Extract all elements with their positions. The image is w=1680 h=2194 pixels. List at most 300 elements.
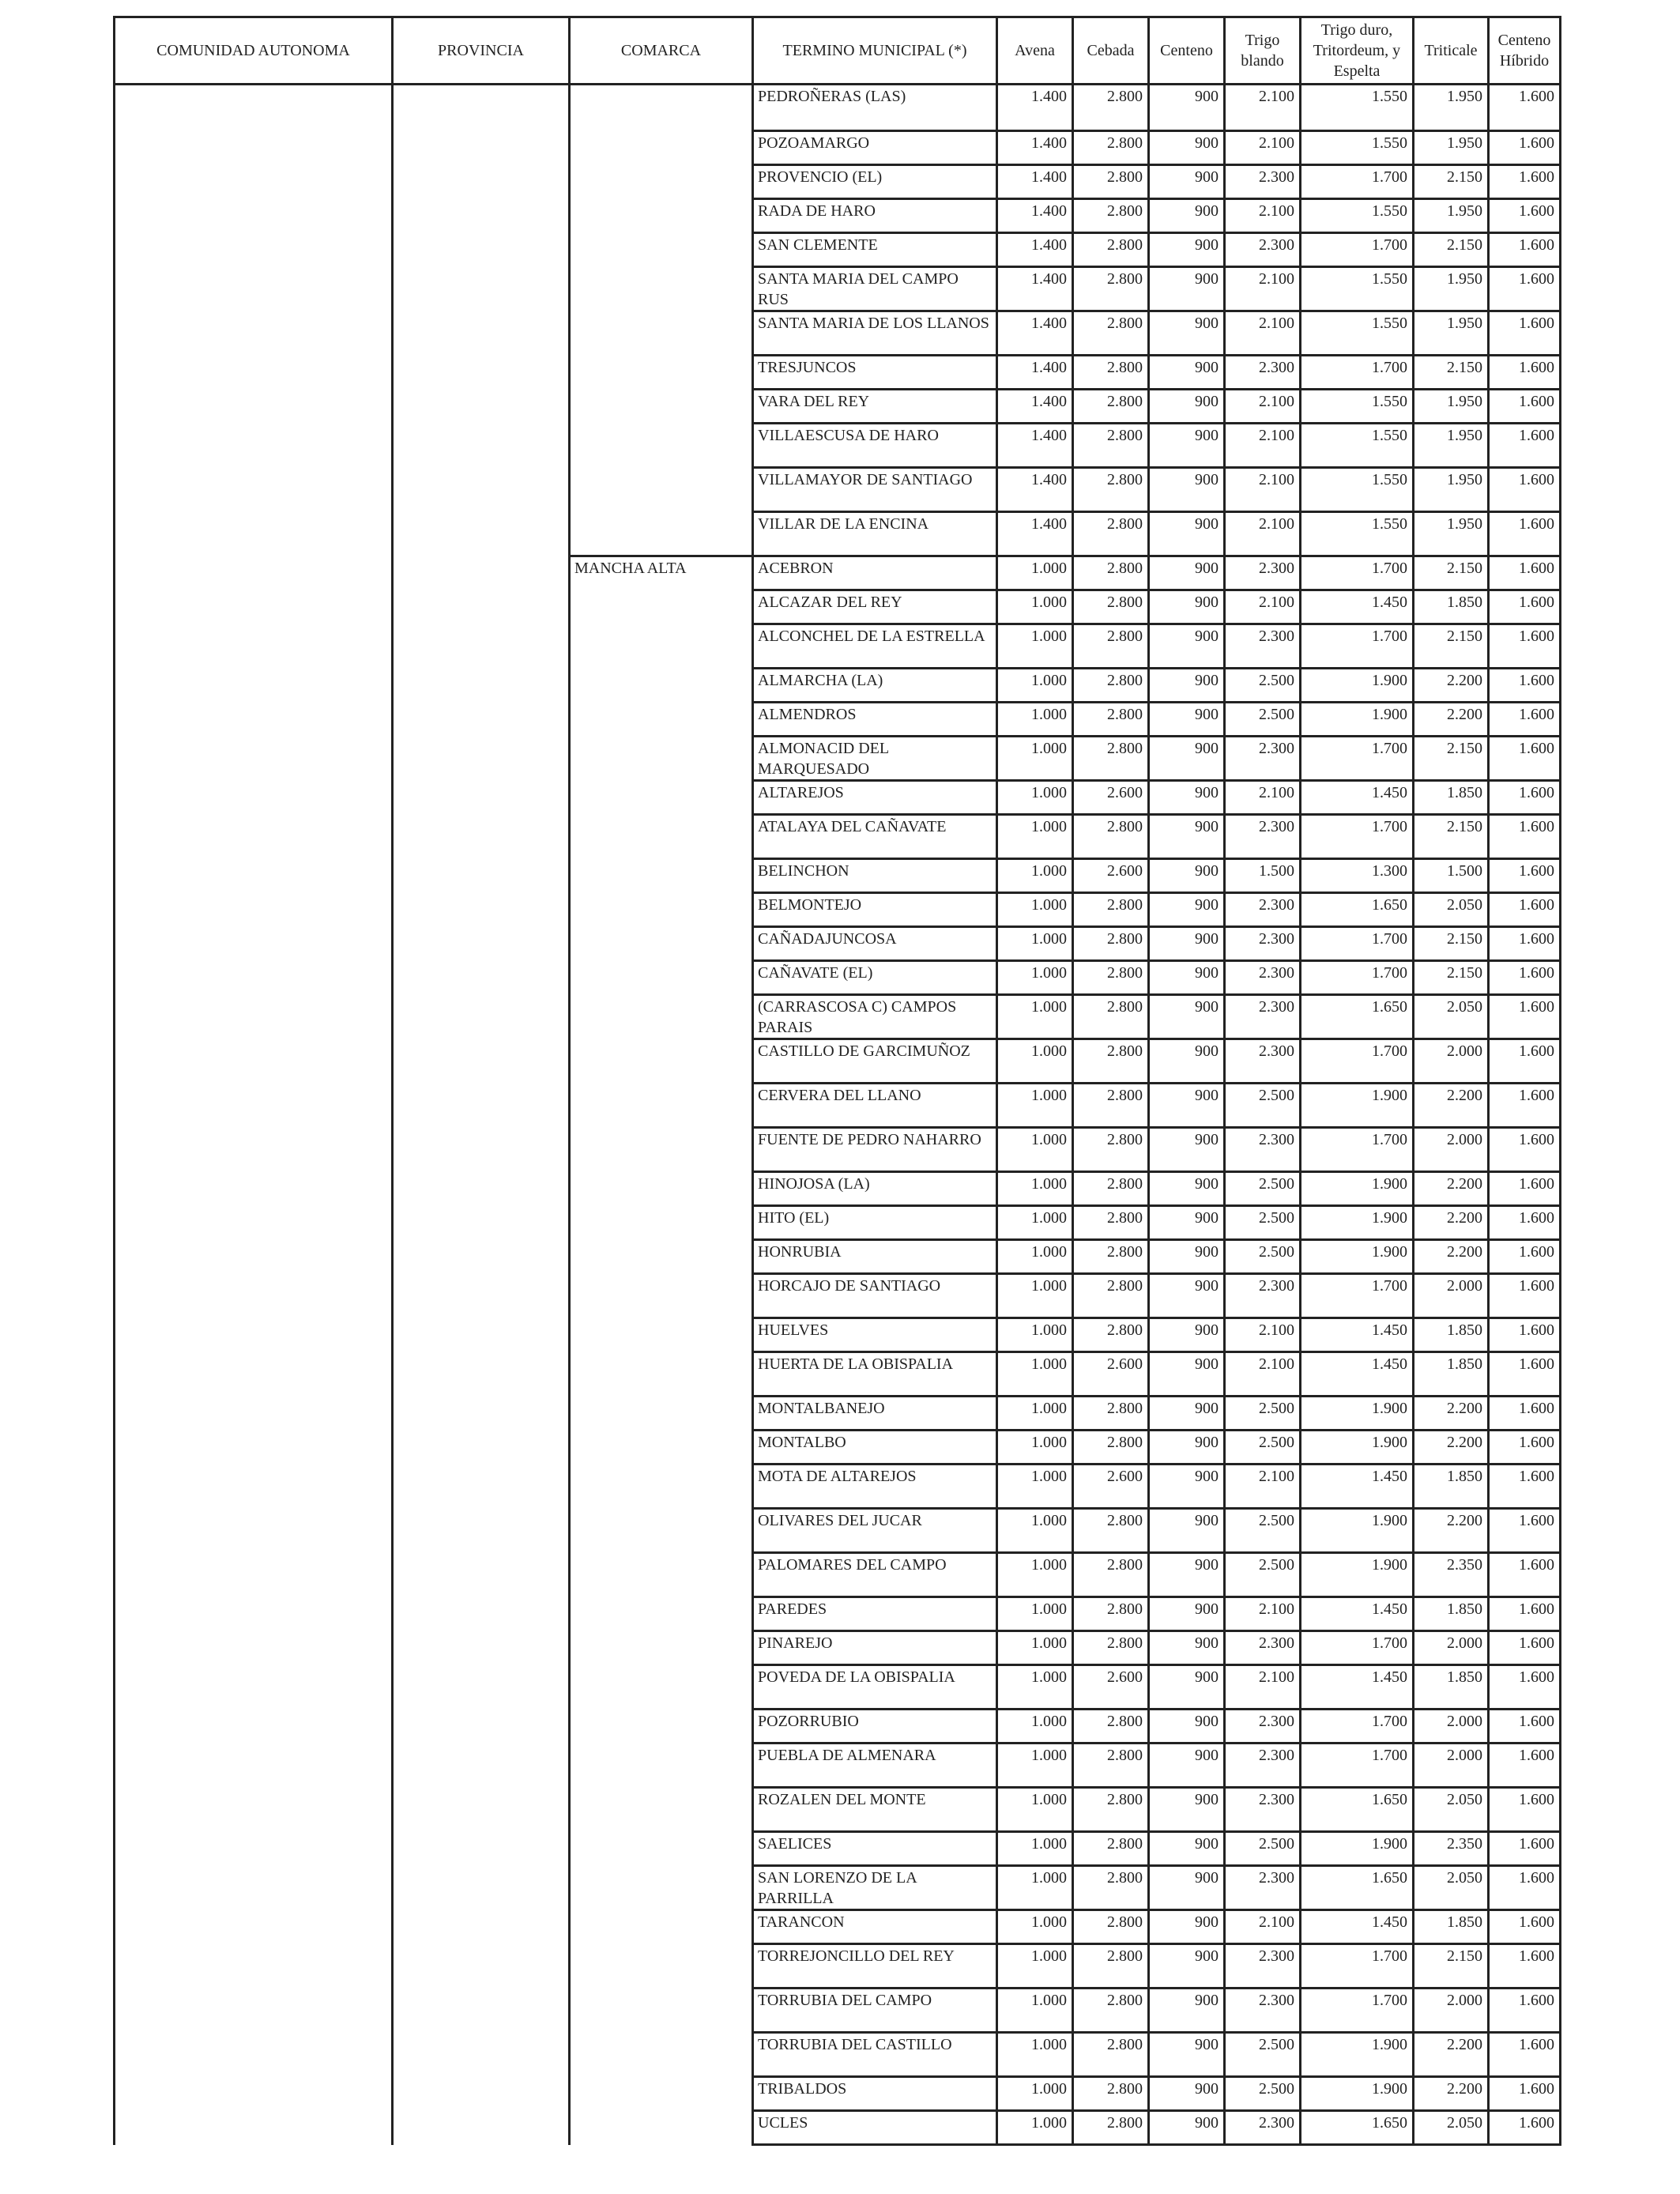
comarca-cell — [570, 2111, 753, 2145]
centeno-hibrido-cell: 1.600 — [1489, 1274, 1561, 1318]
centeno-hibrido-cell: 1.600 — [1489, 556, 1561, 590]
provincia-cell — [393, 1128, 570, 1172]
trigo-blando-cell: 2.300 — [1225, 737, 1301, 781]
comarca-cell: MANCHA ALTA — [570, 556, 753, 590]
centeno-cell: 900 — [1149, 737, 1225, 781]
centeno-hibrido-cell: 1.600 — [1489, 1465, 1561, 1509]
comarca-cell — [570, 356, 753, 390]
cebada-cell: 2.800 — [1073, 1240, 1149, 1274]
centeno-hibrido-cell: 1.600 — [1489, 1206, 1561, 1240]
trigo-duro-cell: 1.700 — [1301, 1744, 1414, 1788]
trigo-blando-cell: 2.100 — [1225, 468, 1301, 512]
cebada-cell: 2.600 — [1073, 859, 1149, 893]
trigo-blando-cell: 2.500 — [1225, 1431, 1301, 1465]
municipio-cell: ALMENDROS — [753, 703, 997, 737]
avena-cell: 1.000 — [997, 669, 1073, 703]
trigo-duro-cell: 1.700 — [1301, 356, 1414, 390]
centeno-cell: 900 — [1149, 927, 1225, 961]
trigo-duro-cell: 1.700 — [1301, 961, 1414, 995]
comunidad-cell — [115, 1631, 393, 1665]
municipio-cell: VILLAR DE LA ENCINA — [753, 512, 997, 556]
cebada-cell: 2.800 — [1073, 85, 1149, 131]
comarca-cell — [570, 390, 753, 424]
cebada-cell: 2.800 — [1073, 1206, 1149, 1240]
trigo-duro-cell: 1.450 — [1301, 1465, 1414, 1509]
provincia-cell — [393, 468, 570, 512]
municipio-cell: HONRUBIA — [753, 1240, 997, 1274]
avena-cell: 1.000 — [997, 590, 1073, 624]
trigo-blando-cell: 2.500 — [1225, 1553, 1301, 1597]
cebada-cell: 2.800 — [1073, 2077, 1149, 2111]
trigo-duro-cell: 1.450 — [1301, 590, 1414, 624]
trigo-duro-cell: 1.650 — [1301, 2111, 1414, 2145]
trigo-blando-cell: 2.100 — [1225, 1665, 1301, 1710]
centeno-hibrido-cell: 1.600 — [1489, 995, 1561, 1039]
trigo-blando-cell: 2.100 — [1225, 1910, 1301, 1944]
table-row — [115, 995, 1561, 1039]
centeno-cell: 900 — [1149, 233, 1225, 267]
centeno-cell: 900 — [1149, 1274, 1225, 1318]
table-row — [115, 781, 1561, 815]
comarca-cell — [570, 1631, 753, 1665]
header-trigo-blando: Trigo blando — [1225, 17, 1301, 85]
comunidad-cell — [115, 1397, 393, 1431]
trigo-duro-cell: 1.700 — [1301, 737, 1414, 781]
table-row — [115, 815, 1561, 859]
centeno-hibrido-cell: 1.600 — [1489, 1944, 1561, 1989]
avena-cell: 1.000 — [997, 1509, 1073, 1553]
trigo-blando-cell: 2.300 — [1225, 2111, 1301, 2145]
table-row — [115, 1465, 1561, 1509]
provincia-cell — [393, 1431, 570, 1465]
header-provincia: PROVINCIA — [393, 17, 570, 85]
municipio-cell: SAELICES — [753, 1832, 997, 1866]
municipio-cell: ALMONACID DEL MARQUESADO — [753, 737, 997, 781]
comunidad-cell — [115, 356, 393, 390]
centeno-hibrido-cell: 1.600 — [1489, 267, 1561, 311]
table-row — [115, 590, 1561, 624]
municipio-cell: CAÑADAJUNCOSA — [753, 927, 997, 961]
trigo-duro-cell: 1.650 — [1301, 893, 1414, 927]
cebada-cell: 2.600 — [1073, 1665, 1149, 1710]
cebada-cell: 2.800 — [1073, 165, 1149, 199]
comunidad-cell — [115, 424, 393, 468]
trigo-blando-cell: 2.300 — [1225, 1944, 1301, 1989]
cebada-cell: 2.800 — [1073, 703, 1149, 737]
municipio-cell: ALMARCHA (LA) — [753, 669, 997, 703]
comunidad-cell — [115, 1431, 393, 1465]
centeno-cell: 900 — [1149, 1039, 1225, 1084]
avena-cell: 1.000 — [997, 815, 1073, 859]
trigo-blando-cell: 2.500 — [1225, 2077, 1301, 2111]
centeno-cell: 900 — [1149, 311, 1225, 356]
centeno-hibrido-cell: 1.600 — [1489, 1631, 1561, 1665]
provincia-cell — [393, 1509, 570, 1553]
trigo-blando-cell: 2.500 — [1225, 1240, 1301, 1274]
municipio-cell: PROVENCIO (EL) — [753, 165, 997, 199]
comunidad-cell — [115, 1597, 393, 1631]
provincia-cell — [393, 267, 570, 311]
avena-cell: 1.400 — [997, 468, 1073, 512]
trigo-duro-cell: 1.900 — [1301, 1206, 1414, 1240]
centeno-hibrido-cell: 1.600 — [1489, 1509, 1561, 1553]
centeno-cell: 900 — [1149, 669, 1225, 703]
centeno-cell: 900 — [1149, 1465, 1225, 1509]
centeno-hibrido-cell: 1.600 — [1489, 1431, 1561, 1465]
centeno-cell: 900 — [1149, 390, 1225, 424]
table-row — [115, 165, 1561, 199]
municipio-cell: HUERTA DE LA OBISPALIA — [753, 1352, 997, 1397]
municipio-cell: CAÑAVATE (EL) — [753, 961, 997, 995]
provincia-cell — [393, 1397, 570, 1431]
centeno-cell: 900 — [1149, 781, 1225, 815]
centeno-hibrido-cell: 1.600 — [1489, 1832, 1561, 1866]
comarca-cell — [570, 995, 753, 1039]
centeno-cell: 900 — [1149, 1206, 1225, 1240]
comunidad-cell — [115, 2033, 393, 2077]
cebada-cell: 2.800 — [1073, 424, 1149, 468]
cebada-cell: 2.800 — [1073, 1172, 1149, 1206]
municipio-cell: SANTA MARIA DE LOS LLANOS — [753, 311, 997, 356]
centeno-cell: 900 — [1149, 2111, 1225, 2145]
comarca-cell — [570, 1274, 753, 1318]
provincia-cell — [393, 1465, 570, 1509]
centeno-hibrido-cell: 1.600 — [1489, 1910, 1561, 1944]
header-avena: Avena — [997, 17, 1073, 85]
cebada-cell: 2.800 — [1073, 961, 1149, 995]
trigo-blando-cell: 2.300 — [1225, 1039, 1301, 1084]
avena-cell: 1.000 — [997, 1128, 1073, 1172]
provincia-cell — [393, 669, 570, 703]
centeno-cell: 900 — [1149, 424, 1225, 468]
trigo-blando-cell: 2.100 — [1225, 267, 1301, 311]
municipio-cell: ALCONCHEL DE LA ESTRELLA — [753, 624, 997, 669]
comarca-cell — [570, 2077, 753, 2111]
trigo-blando-cell: 2.100 — [1225, 1352, 1301, 1397]
table-row — [115, 1597, 1561, 1631]
centeno-hibrido-cell: 1.600 — [1489, 669, 1561, 703]
triticale-cell: 1.850 — [1414, 1465, 1489, 1509]
comunidad-cell — [115, 590, 393, 624]
trigo-duro-cell: 1.550 — [1301, 131, 1414, 165]
avena-cell: 1.000 — [997, 703, 1073, 737]
provincia-cell — [393, 995, 570, 1039]
trigo-blando-cell: 2.300 — [1225, 1989, 1301, 2033]
trigo-blando-cell: 2.100 — [1225, 1318, 1301, 1352]
provincia-cell — [393, 1832, 570, 1866]
cebada-cell: 2.800 — [1073, 233, 1149, 267]
triticale-cell: 1.950 — [1414, 199, 1489, 233]
triticale-cell: 2.150 — [1414, 737, 1489, 781]
cebada-cell: 2.800 — [1073, 1866, 1149, 1910]
centeno-hibrido-cell: 1.600 — [1489, 424, 1561, 468]
table-row — [115, 390, 1561, 424]
yield-table — [113, 16, 1561, 2146]
table-row — [115, 2033, 1561, 2077]
comunidad-cell — [115, 2077, 393, 2111]
municipio-cell: PUEBLA DE ALMENARA — [753, 1744, 997, 1788]
municipio-cell: VILLAMAYOR DE SANTIAGO — [753, 468, 997, 512]
avena-cell: 1.400 — [997, 390, 1073, 424]
trigo-duro-cell: 1.900 — [1301, 669, 1414, 703]
centeno-cell: 900 — [1149, 1431, 1225, 1465]
avena-cell: 1.400 — [997, 512, 1073, 556]
trigo-blando-cell: 2.500 — [1225, 1397, 1301, 1431]
centeno-hibrido-cell: 1.600 — [1489, 2033, 1561, 2077]
comunidad-cell — [115, 1910, 393, 1944]
comunidad-cell — [115, 311, 393, 356]
comarca-cell — [570, 165, 753, 199]
centeno-hibrido-cell: 1.600 — [1489, 1172, 1561, 1206]
cebada-cell: 2.800 — [1073, 1274, 1149, 1318]
comunidad-cell — [115, 1866, 393, 1910]
municipio-cell: VARA DEL REY — [753, 390, 997, 424]
trigo-duro-cell: 1.700 — [1301, 556, 1414, 590]
trigo-duro-cell: 1.450 — [1301, 1910, 1414, 1944]
table-row — [115, 1509, 1561, 1553]
centeno-hibrido-cell: 1.600 — [1489, 781, 1561, 815]
table-row — [115, 1240, 1561, 1274]
trigo-blando-cell: 2.100 — [1225, 311, 1301, 356]
comarca-cell — [570, 815, 753, 859]
cebada-cell: 2.800 — [1073, 1597, 1149, 1631]
provincia-cell — [393, 1318, 570, 1352]
municipio-cell: ATALAYA DEL CAÑAVATE — [753, 815, 997, 859]
triticale-cell: 2.000 — [1414, 1710, 1489, 1744]
comunidad-cell — [115, 703, 393, 737]
table-row — [115, 1318, 1561, 1352]
centeno-hibrido-cell: 1.600 — [1489, 512, 1561, 556]
triticale-cell: 2.200 — [1414, 669, 1489, 703]
provincia-cell — [393, 815, 570, 859]
cebada-cell: 2.800 — [1073, 1788, 1149, 1832]
centeno-cell: 900 — [1149, 85, 1225, 131]
table-row — [115, 1274, 1561, 1318]
cebada-cell: 2.600 — [1073, 1352, 1149, 1397]
table-row — [115, 1910, 1561, 1944]
municipio-cell: PEDROÑERAS (LAS) — [753, 85, 997, 131]
centeno-cell: 900 — [1149, 1665, 1225, 1710]
cebada-cell: 2.800 — [1073, 737, 1149, 781]
table-row — [115, 233, 1561, 267]
comarca-cell — [570, 859, 753, 893]
trigo-blando-cell: 2.300 — [1225, 927, 1301, 961]
centeno-cell: 900 — [1149, 1866, 1225, 1910]
municipio-cell: TRESJUNCOS — [753, 356, 997, 390]
trigo-duro-cell: 1.450 — [1301, 1352, 1414, 1397]
provincia-cell — [393, 1631, 570, 1665]
trigo-blando-cell: 2.300 — [1225, 1744, 1301, 1788]
trigo-duro-cell: 1.700 — [1301, 1274, 1414, 1318]
municipio-cell: POZORRUBIO — [753, 1710, 997, 1744]
comunidad-cell — [115, 2111, 393, 2145]
centeno-cell: 900 — [1149, 1240, 1225, 1274]
cebada-cell: 2.800 — [1073, 199, 1149, 233]
trigo-duro-cell: 1.700 — [1301, 1989, 1414, 2033]
centeno-hibrido-cell: 1.600 — [1489, 624, 1561, 669]
centeno-cell: 900 — [1149, 199, 1225, 233]
comarca-cell — [570, 1944, 753, 1989]
trigo-duro-cell: 1.900 — [1301, 2033, 1414, 2077]
provincia-cell — [393, 1788, 570, 1832]
centeno-hibrido-cell: 1.600 — [1489, 703, 1561, 737]
triticale-cell: 2.050 — [1414, 1788, 1489, 1832]
provincia-cell — [393, 2033, 570, 2077]
avena-cell: 1.400 — [997, 424, 1073, 468]
provincia-cell — [393, 1039, 570, 1084]
municipio-cell: HUELVES — [753, 1318, 997, 1352]
avena-cell: 1.000 — [997, 1274, 1073, 1318]
centeno-cell: 900 — [1149, 1944, 1225, 1989]
centeno-hibrido-cell: 1.600 — [1489, 1597, 1561, 1631]
provincia-cell — [393, 1274, 570, 1318]
triticale-cell: 2.200 — [1414, 703, 1489, 737]
provincia-cell — [393, 233, 570, 267]
triticale-cell: 2.150 — [1414, 961, 1489, 995]
trigo-duro-cell: 1.700 — [1301, 233, 1414, 267]
provincia-cell — [393, 2077, 570, 2111]
comunidad-cell — [115, 1944, 393, 1989]
cebada-cell: 2.800 — [1073, 468, 1149, 512]
cebada-cell: 2.800 — [1073, 1553, 1149, 1597]
comarca-cell — [570, 512, 753, 556]
avena-cell: 1.000 — [997, 995, 1073, 1039]
table-row — [115, 961, 1561, 995]
trigo-duro-cell: 1.700 — [1301, 1128, 1414, 1172]
comarca-cell — [570, 669, 753, 703]
provincia-cell — [393, 859, 570, 893]
avena-cell: 1.000 — [997, 1431, 1073, 1465]
trigo-blando-cell: 2.300 — [1225, 1866, 1301, 1910]
triticale-cell: 2.200 — [1414, 1397, 1489, 1431]
triticale-cell: 2.000 — [1414, 1744, 1489, 1788]
comarca-cell — [570, 199, 753, 233]
avena-cell: 1.400 — [997, 165, 1073, 199]
comunidad-cell — [115, 1240, 393, 1274]
trigo-duro-cell: 1.900 — [1301, 1240, 1414, 1274]
comunidad-cell — [115, 1318, 393, 1352]
comarca-cell — [570, 1665, 753, 1710]
cebada-cell: 2.800 — [1073, 1084, 1149, 1128]
trigo-blando-cell: 2.300 — [1225, 233, 1301, 267]
comunidad-cell — [115, 390, 393, 424]
centeno-hibrido-cell: 1.600 — [1489, 2077, 1561, 2111]
triticale-cell: 2.350 — [1414, 1553, 1489, 1597]
provincia-cell — [393, 512, 570, 556]
comunidad-cell — [115, 1172, 393, 1206]
municipio-cell: ROZALEN DEL MONTE — [753, 1788, 997, 1832]
triticale-cell: 1.850 — [1414, 1665, 1489, 1710]
cebada-cell: 2.800 — [1073, 669, 1149, 703]
comarca-cell — [570, 703, 753, 737]
centeno-cell: 900 — [1149, 1084, 1225, 1128]
trigo-duro-cell: 1.900 — [1301, 1509, 1414, 1553]
centeno-hibrido-cell: 1.600 — [1489, 1665, 1561, 1710]
municipio-cell: (CARRASCOSA C) CAMPOS PARAIS — [753, 995, 997, 1039]
municipio-cell: PALOMARES DEL CAMPO — [753, 1553, 997, 1597]
centeno-hibrido-cell: 1.600 — [1489, 468, 1561, 512]
table-row — [115, 1553, 1561, 1597]
comarca-cell — [570, 927, 753, 961]
comarca-cell — [570, 233, 753, 267]
trigo-blando-cell: 2.500 — [1225, 1206, 1301, 1240]
municipio-cell: VILLAESCUSA DE HARO — [753, 424, 997, 468]
trigo-duro-cell: 1.550 — [1301, 199, 1414, 233]
municipio-cell: PAREDES — [753, 1597, 997, 1631]
table-row — [115, 199, 1561, 233]
trigo-duro-cell: 1.700 — [1301, 1944, 1414, 1989]
comunidad-cell — [115, 1352, 393, 1397]
trigo-duro-cell: 1.700 — [1301, 927, 1414, 961]
comarca-cell — [570, 737, 753, 781]
table-row — [115, 1710, 1561, 1744]
table-row — [115, 85, 1561, 131]
comarca-cell — [570, 1039, 753, 1084]
provincia-cell — [393, 1989, 570, 2033]
triticale-cell: 2.050 — [1414, 995, 1489, 1039]
municipio-cell: POVEDA DE LA OBISPALIA — [753, 1665, 997, 1710]
trigo-blando-cell: 2.300 — [1225, 961, 1301, 995]
centeno-hibrido-cell: 1.600 — [1489, 1744, 1561, 1788]
cebada-cell: 2.800 — [1073, 927, 1149, 961]
table-row — [115, 737, 1561, 781]
avena-cell: 1.000 — [997, 1039, 1073, 1084]
comarca-cell — [570, 624, 753, 669]
provincia-cell — [393, 1206, 570, 1240]
comunidad-cell — [115, 1832, 393, 1866]
comarca-cell — [570, 1240, 753, 1274]
triticale-cell: 1.950 — [1414, 85, 1489, 131]
trigo-blando-cell: 2.500 — [1225, 1172, 1301, 1206]
provincia-cell — [393, 2111, 570, 2145]
avena-cell: 1.000 — [997, 1631, 1073, 1665]
comarca-cell — [570, 590, 753, 624]
triticale-cell: 2.200 — [1414, 1206, 1489, 1240]
municipio-cell: MONTALBANEJO — [753, 1397, 997, 1431]
centeno-cell: 900 — [1149, 2077, 1225, 2111]
provincia-cell — [393, 1710, 570, 1744]
table-row — [115, 703, 1561, 737]
triticale-cell: 2.200 — [1414, 1172, 1489, 1206]
table-row — [115, 512, 1561, 556]
comarca-cell — [570, 424, 753, 468]
centeno-hibrido-cell: 1.600 — [1489, 165, 1561, 199]
comunidad-cell — [115, 1465, 393, 1509]
trigo-blando-cell: 2.300 — [1225, 995, 1301, 1039]
comunidad-cell — [115, 1553, 393, 1597]
provincia-cell — [393, 165, 570, 199]
municipio-cell: HORCAJO DE SANTIAGO — [753, 1274, 997, 1318]
municipio-cell: RADA DE HARO — [753, 199, 997, 233]
provincia-cell — [393, 390, 570, 424]
avena-cell: 1.000 — [997, 556, 1073, 590]
centeno-hibrido-cell: 1.600 — [1489, 233, 1561, 267]
trigo-blando-cell: 2.100 — [1225, 1597, 1301, 1631]
municipio-cell: ALTAREJOS — [753, 781, 997, 815]
table-body — [115, 85, 1561, 2145]
trigo-duro-cell: 1.450 — [1301, 1318, 1414, 1352]
triticale-cell: 2.200 — [1414, 1084, 1489, 1128]
triticale-cell: 2.150 — [1414, 1944, 1489, 1989]
trigo-duro-cell: 1.700 — [1301, 165, 1414, 199]
triticale-cell: 2.000 — [1414, 1631, 1489, 1665]
municipio-cell: BELMONTEJO — [753, 893, 997, 927]
triticale-cell: 2.000 — [1414, 1274, 1489, 1318]
provincia-cell — [393, 1866, 570, 1910]
municipio-cell: CASTILLO DE GARCIMUÑOZ — [753, 1039, 997, 1084]
triticale-cell: 2.050 — [1414, 2111, 1489, 2145]
yield-table-page — [113, 16, 1559, 2146]
